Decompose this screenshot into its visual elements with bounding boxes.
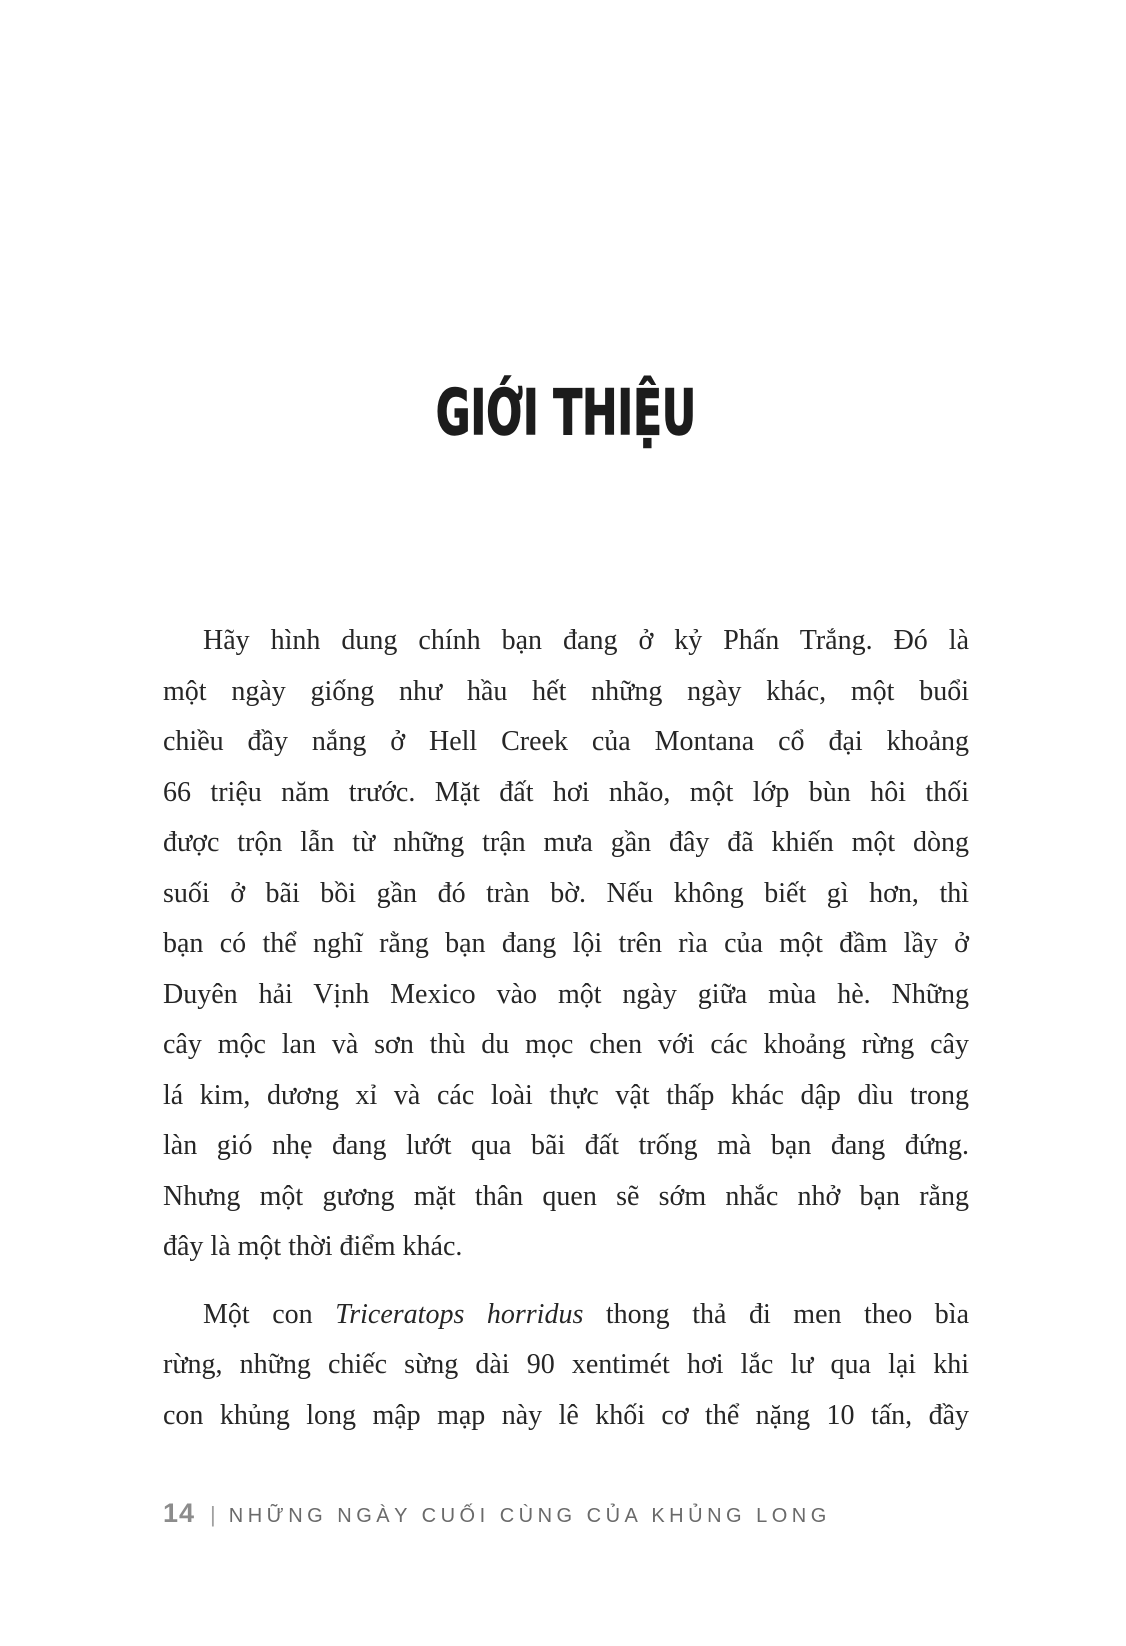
text-line xyxy=(163,1020,969,1071)
text-segment: một ngày giống như hầu hết những ngày khác, một buổi xyxy=(163,675,969,707)
page-number: 14 xyxy=(163,1498,196,1528)
text-segment: lá kim, dương xỉ và các loài thực vật thấp khác dập dìu trong xyxy=(163,1079,969,1111)
text-segment: bạn có thể nghĩ rằng bạn đang lội trên rìa của một đầm lầy ở xyxy=(163,928,969,959)
text-segment: Nhưng một gương mặt thân quen sẽ sớm nhắc nhở bạn rằng xyxy=(163,1180,969,1212)
text-segment: suối ở bãi bồi gần đó tràn bờ. Nếu không biết gì hơn, thì xyxy=(163,877,969,909)
text-segment: 66 triệu năm trước. Mặt đất hơi nhão, một lớp bùn hôi thối xyxy=(163,776,969,808)
text-segment: cây mộc lan và sơn thù du mọc chen với các khoảng rừng cây xyxy=(163,1029,969,1060)
paragraph xyxy=(163,1290,969,1442)
text-segment: làn gió nhẹ đang lướt qua bãi đất trống mà bạn đang đứng. xyxy=(163,1130,969,1161)
text-line xyxy=(163,1340,969,1391)
species-name-italic: Triceratops horridus xyxy=(335,1298,584,1330)
book-title: NHỮNG NGÀY CUỐI CÙNG CỦA KHỦNG LONG xyxy=(228,1505,831,1527)
footer-separator: | xyxy=(210,1502,216,1527)
text-segment: đây là một thời điểm khác. xyxy=(163,1231,463,1262)
text-segment: Duyên hải Vịnh Mexico vào một ngày giữa mùa hè. Những xyxy=(163,978,969,1010)
text-segment: được trộn lẫn từ những trận mưa gần đây đã khiến một dòng xyxy=(163,827,969,858)
text-line xyxy=(163,919,969,970)
text-segment: Hãy hình dung chính bạn đang ở kỷ Phấn Trắng. Đó là xyxy=(203,625,969,656)
text-segment: thong thả đi men theo bìa xyxy=(583,1298,970,1330)
text-line xyxy=(163,970,969,1021)
text-line xyxy=(163,717,969,768)
text-segment: rừng, những chiếc sừng dài 90 xentimét hơi lắc lư qua lại khi xyxy=(163,1349,969,1380)
text-line xyxy=(163,1121,969,1172)
text-line xyxy=(163,818,969,869)
text-line xyxy=(163,1290,969,1341)
text-line xyxy=(163,1391,969,1442)
text-line xyxy=(163,616,969,667)
text-line xyxy=(163,768,969,819)
paragraph xyxy=(163,616,969,1273)
text-line xyxy=(163,667,969,718)
text-line xyxy=(163,1222,969,1273)
text-line xyxy=(163,1071,969,1122)
page-footer xyxy=(163,1498,969,1529)
body-text xyxy=(163,616,969,1441)
text-segment: Một con xyxy=(203,1298,336,1330)
text-line xyxy=(163,869,969,920)
chapter-title: GIỚI THIỆU xyxy=(435,376,697,449)
text-segment: chiều đầy nắng ở Hell Creek của Montana cổ đại khoảng xyxy=(163,726,969,757)
text-line xyxy=(163,1172,969,1223)
text-segment: con khủng long mập mạp này lê khối cơ thể nặng 10 tấn, đầy xyxy=(163,1399,969,1431)
